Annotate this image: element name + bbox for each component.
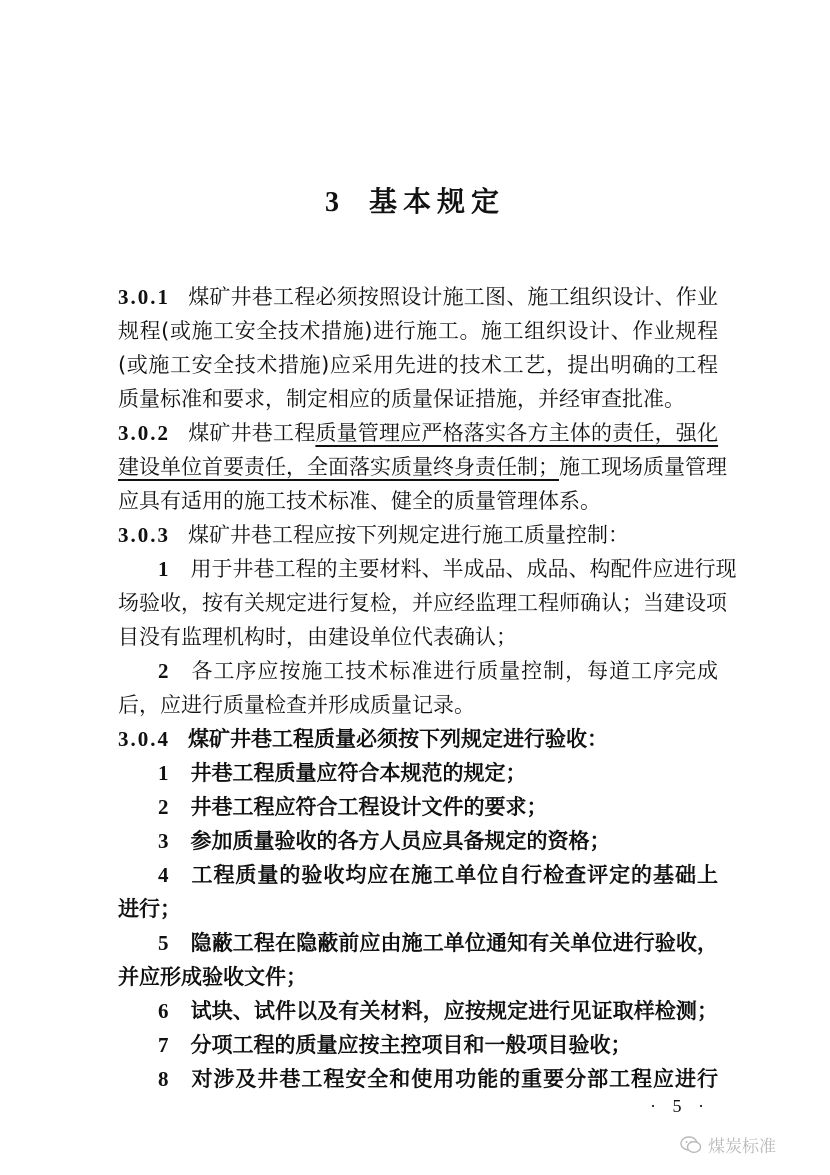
item-number: 1	[158, 557, 169, 581]
clause-3-0-3-item-2-line-2	[118, 690, 718, 720]
watermark	[680, 1132, 776, 1157]
item-number: 3	[158, 829, 169, 853]
clause-3-0-4-item-5-line-1	[158, 928, 718, 958]
line-text: 场验收，按有关规定进行复检，并应经监理工程师确认；当建设项	[118, 591, 727, 615]
item-number: 6	[158, 999, 169, 1023]
clause-3-0-2-line-1	[118, 418, 718, 448]
line-text: 应具有适用的施工技术标准、健全的质量管理体系。	[118, 489, 601, 513]
page-number: · 5 ·	[650, 1096, 710, 1116]
line-text: 施工现场质量管理	[559, 455, 727, 479]
clause-3-0-4-line-1	[118, 724, 718, 754]
line-text: 井巷工程应符合工程设计文件的要求；	[190, 795, 548, 819]
item-number: 7	[158, 1033, 169, 1057]
item-number: 2	[158, 795, 169, 819]
watermark-text: 煤炭标准	[708, 1137, 776, 1157]
line-text: 煤矿井巷工程必须按照设计施工图、施工组织设计、作业	[188, 285, 718, 309]
clause-3-0-3-item-1-line-2	[118, 588, 727, 618]
line-text: 煤矿井巷工程应按下列规定进行施工质量控制：	[188, 523, 629, 547]
clause-3-0-4-item-4-line-1	[158, 860, 718, 890]
clause-3-0-3-item-1-line-1	[158, 554, 737, 584]
line-text: 后，应进行质量检查并形成质量记录。	[118, 693, 475, 717]
clause-3-0-4-item-5-line-2	[118, 962, 718, 992]
line-text: 井巷工程质量应符合本规范的规定；	[190, 761, 527, 785]
item-number: 4	[158, 863, 169, 887]
clause-3-0-4-item-6	[158, 996, 718, 1026]
line-text: 隐蔽工程在隐蔽前应由施工单位通知有关单位进行验收，	[190, 931, 718, 955]
clause-3-0-1-line-3	[118, 350, 718, 380]
line-text: 并应形成验收文件；	[118, 965, 307, 989]
clause-3-0-1-line-1	[118, 282, 718, 312]
line-text: 分项工程的质量应按主控项目和一般项目验收；	[190, 1033, 632, 1057]
line-text: 进行；	[118, 897, 181, 921]
clause-3-0-2-line-2	[118, 452, 727, 482]
clause-3-0-2-line-3	[118, 486, 718, 516]
chapter-title	[0, 180, 830, 220]
line-text: 煤矿井巷工程	[188, 421, 316, 445]
clause-number: 3.0.1	[118, 285, 170, 309]
clause-3-0-3-item-2-line-1	[158, 656, 718, 686]
line-text: 参加质量验收的各方人员应具备规定的资格；	[190, 829, 611, 853]
underlined-text: 建设单位首要责任，全面落实质量终身责任制；	[118, 455, 559, 479]
chapter-number: 3	[324, 187, 345, 218]
item-number: 2	[158, 659, 169, 683]
line-text: 质量标准和要求，制定相应的质量保证措施，并经审查批准。	[118, 387, 685, 411]
clause-3-0-3-item-1-line-3	[118, 622, 718, 652]
clause-3-0-1-line-4	[118, 384, 718, 414]
item-number: 8	[158, 1067, 169, 1091]
line-text: 规程(或施工安全技术措施)进行施工。施工组织设计、作业规程	[118, 319, 718, 343]
clause-number: 3.0.2	[118, 421, 170, 445]
item-number: 5	[158, 931, 169, 955]
clause-3-0-4-item-2	[158, 792, 718, 822]
line-text: 用于井巷工程的主要材料、半成品、成品、构配件应进行现	[190, 557, 737, 581]
clause-3-0-4-item-7	[158, 1030, 718, 1060]
clause-3-0-3-line-1	[118, 520, 718, 550]
clause-3-0-4-item-4-line-2	[118, 894, 718, 924]
line-text: 目没有监理机构时，由建设单位代表确认；	[118, 625, 517, 649]
clause-number: 3.0.4	[118, 727, 170, 751]
line-text: 试块、试件以及有关材料，应按规定进行见证取样检测；	[190, 999, 718, 1023]
clause-3-0-4-item-8	[158, 1064, 718, 1094]
item-number: 1	[158, 761, 169, 785]
clause-number: 3.0.3	[118, 523, 170, 547]
wechat-icon	[680, 1136, 702, 1154]
chapter-title-text: 基本规定	[368, 185, 505, 218]
clause-3-0-1-line-2	[118, 316, 718, 346]
clause-3-0-4-item-3	[158, 826, 718, 856]
line-text: 煤矿井巷工程质量必须按下列规定进行验收：	[188, 727, 608, 751]
line-text: 工程质量的验收均应在施工单位自行检查评定的基础上	[190, 863, 718, 887]
line-text: 对涉及井巷工程安全和使用功能的重要分部工程应进行	[190, 1067, 718, 1091]
clause-3-0-4-item-1	[158, 758, 718, 788]
line-text: (或施工安全技术措施)应采用先进的技术工艺，提出明确的工程	[118, 353, 718, 377]
line-text: 各工序应按施工技术标准进行质量控制，每道工序完成	[190, 659, 718, 683]
underlined-text: 质量管理应严格落实各方主体的责任，强化	[315, 421, 719, 445]
